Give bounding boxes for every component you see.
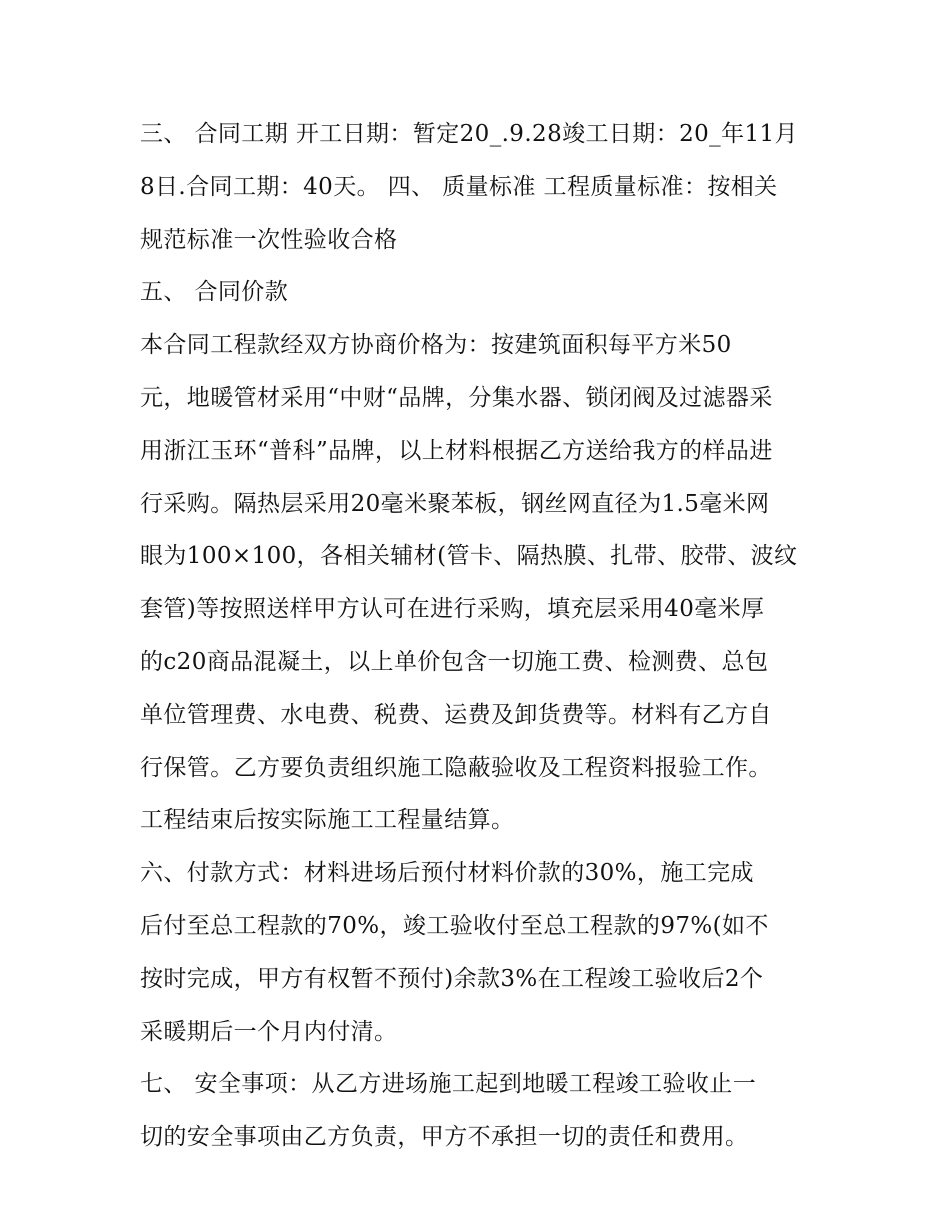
paragraph-contract-price-details: 本合同工程款经双方协商价格为：按建筑面积每平方米50 元，地暖管材采用“中财“品牌，分集水器、锁闭阀及过滤器采 用浙江玉环“普科”品牌，以上材料根据乙方送给我方的样品进 行采购。隔热层采用20毫米聚苯板，钢丝网直径为1.5毫米网 眼为100×100，各相关辅材(管卡、隔热膜、扎带、胶带、波纹 套管)等按照送样甲方认可在进行采购，填充层采用40毫米厚 的c20商品混凝土，以上单价包含一切施工费、检测费、总包 单位管理费、水电费、税费、运费及卸货费等。材料有乙方自 行保管。乙方要负责组织施工隐蔽验收及工程资料报验工作。 工程结束后按实际施工工程量结算。 — [140, 332, 798, 834]
paragraph-payment-terms: 六、付款方式：材料进场后预付材料价款的30%，施工完成 后付至总工程款的70%，竣工验收付至总工程款的97%(如不 按时完成，甲方有权暂不预付)余款3%在工程竣工验收后2个 采暖期后一个月内付清。 — [140, 860, 769, 1045]
paragraph-contract-period-quality: 三、 合同工期 开工日期：暂定20_.9.28竣工日期：20_年11月 8日.合同工期：40天。 四、 质量标准 工程质量标准：按相关 规范标准一次性验收合格 — [140, 121, 798, 253]
paragraph-safety-matters: 七、 安全事项：从乙方进场施工起到地暖工程竣工验收止一 切的安全事项由乙方负责，甲方不承担一切的责任和费用。 — [140, 1071, 757, 1151]
paragraph-contract-price-heading: 五、 合同价款 — [140, 279, 289, 306]
document-body — [140, 108, 820, 1164]
